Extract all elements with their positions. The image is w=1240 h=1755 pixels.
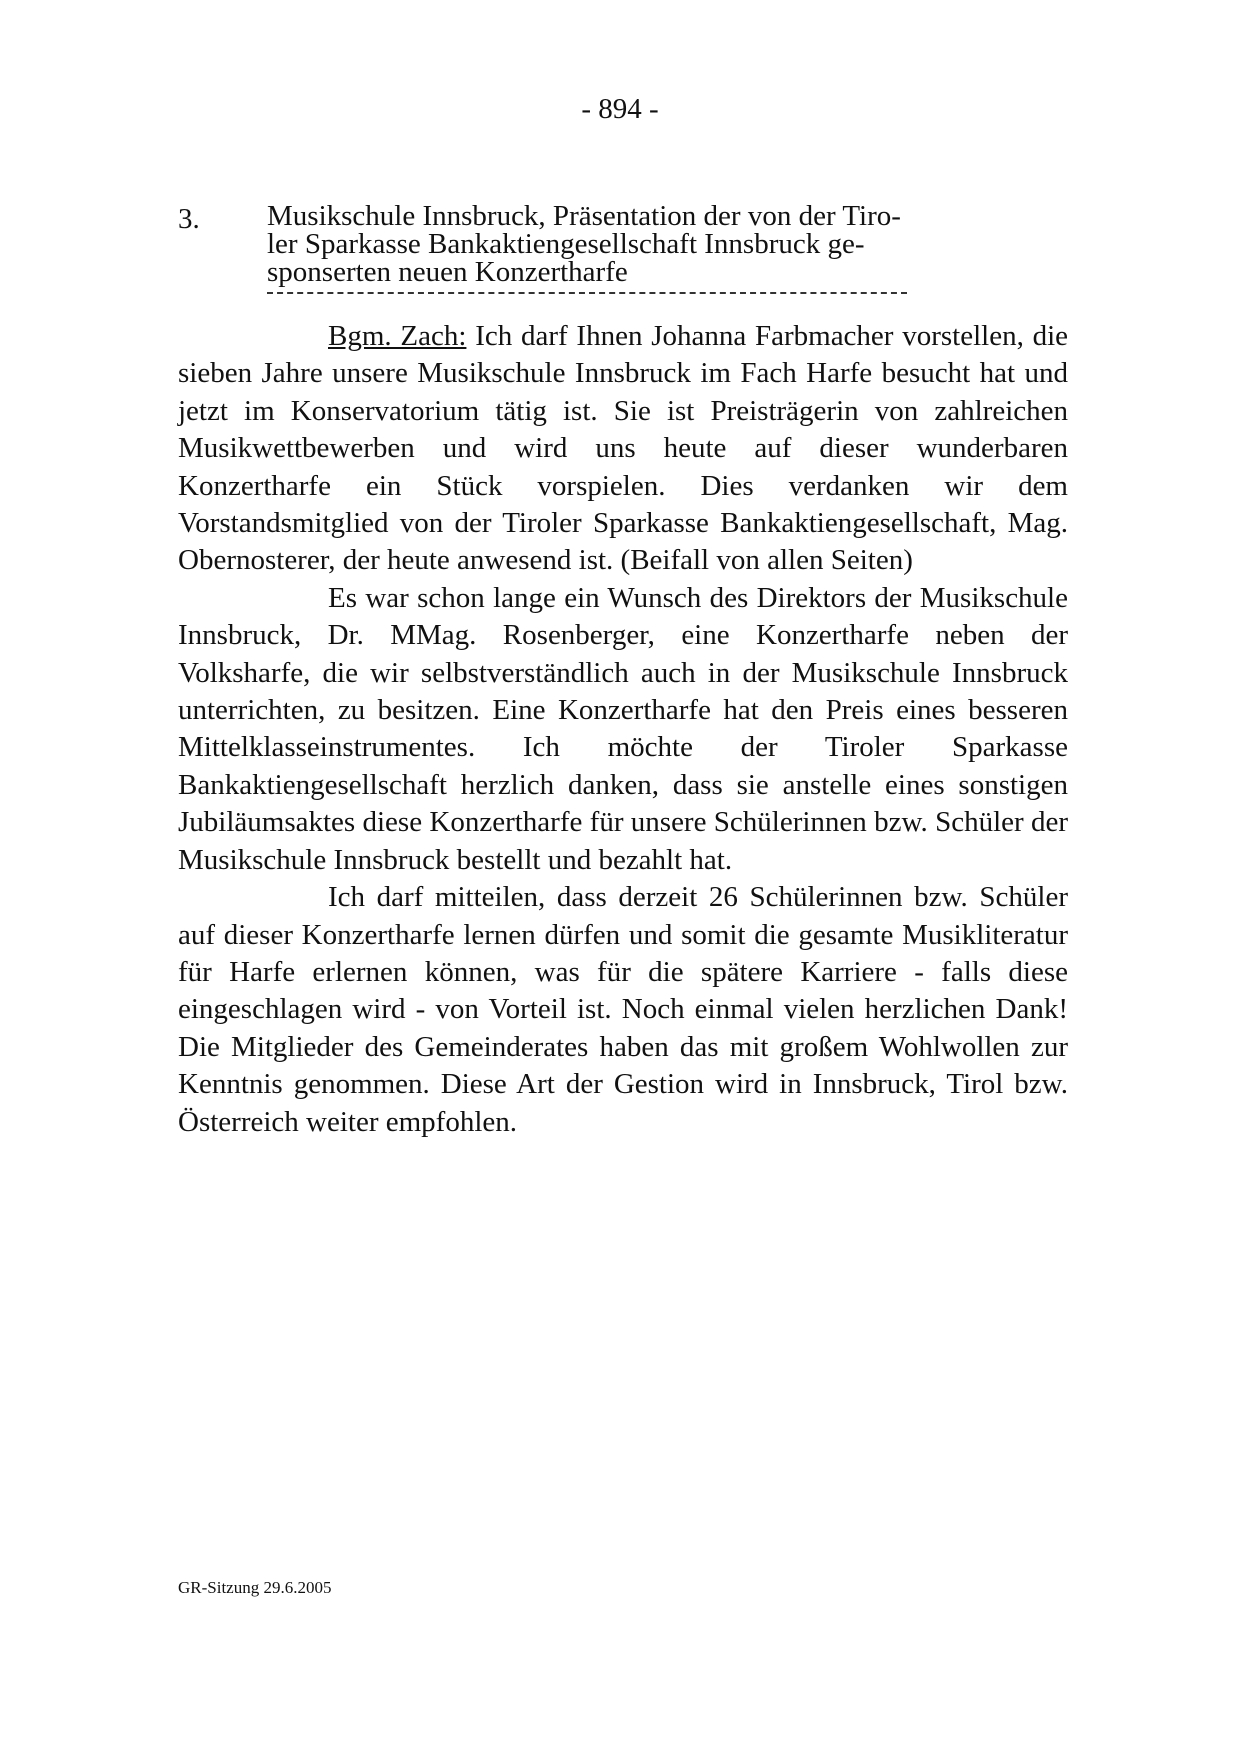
agenda-item-title-line: Musikschule Innsbruck, Präsentation der von der Tiro- bbox=[267, 200, 901, 232]
agenda-item-title-line: sponserten neuen Konzertharfe bbox=[267, 256, 628, 288]
paragraph-text: Ich darf Ihnen Johanna Farbmacher vorstellen, die sieben Jahre unsere Musikschule Innsbruck im Fach Harfe besucht hat und jetzt im Konservatorium tätig ist. Sie ist Preisträgerin von zahlreichen Musikwettbewerben und wird uns heute auf dieser wunderbaren Konzertharfe ein Stück vorspielen. Dies verdanken wir dem Vorstandsmitglied von der Tiroler Sparkasse Bankaktiengesellschaft, Mag. Obernosterer, der heute anwesend ist. (Beifall von allen Seiten) bbox=[178, 320, 1069, 577]
speech-paragraph bbox=[178, 879, 1068, 1141]
title-separator-rule bbox=[267, 292, 907, 294]
agenda-item-title-line: ler Sparkasse Bankaktiengesellschaft Innsbruck ge- bbox=[267, 228, 865, 260]
page-number: - 894 - bbox=[581, 93, 659, 125]
agenda-item-title bbox=[267, 202, 927, 286]
speech-paragraph bbox=[178, 580, 1068, 879]
speaker-name: Bgm. Zach: bbox=[328, 320, 467, 352]
agenda-item-number: 3. bbox=[178, 203, 200, 235]
paragraph-text: Ich darf mitteilen, dass derzeit 26 Schülerinnen bzw. Schüler auf dieser Konzertharfe lernen dürfen und somit die gesamte Musikliteratur für Harfe erlernen können, was für die spätere Karriere - falls diese eingeschlagen wird - von Vorteil ist. Noch einmal vielen herzlichen Dank! Die Mitglieder des Gemeinderates haben das mit großem Wohlwollen zur Kenntnis genommen. Diese Art der Gestion wird in Innsbruck, Tirol bzw. Österreich weiter empfohlen. bbox=[178, 881, 1068, 1138]
speech-body bbox=[178, 318, 1068, 1141]
speech-paragraph bbox=[178, 318, 1068, 580]
paragraph-text: Es war schon lange ein Wunsch des Direktors der Musikschule Innsbruck, Dr. MMag. Rosenberger, eine Konzertharfe neben der Volksharfe, die wir selbstverständlich auch in der Musikschule Innsbruck unterrichten, zu besitzen. Eine Konzertharfe hat den Preis eines besseren Mittelklasseinstrumentes. Ich möchte der Tiroler Sparkasse Bankaktiengesellschaft herzlich danken, dass sie anstelle eines sonstigen Jubiläumsaktes diese Konzertharfe für unsere Schülerinnen bzw. Schüler der Musikschule Innsbruck bestellt und bezahlt hat. bbox=[178, 581, 1068, 876]
footer-session-date: GR-Sitzung 29.6.2005 bbox=[178, 1578, 332, 1597]
